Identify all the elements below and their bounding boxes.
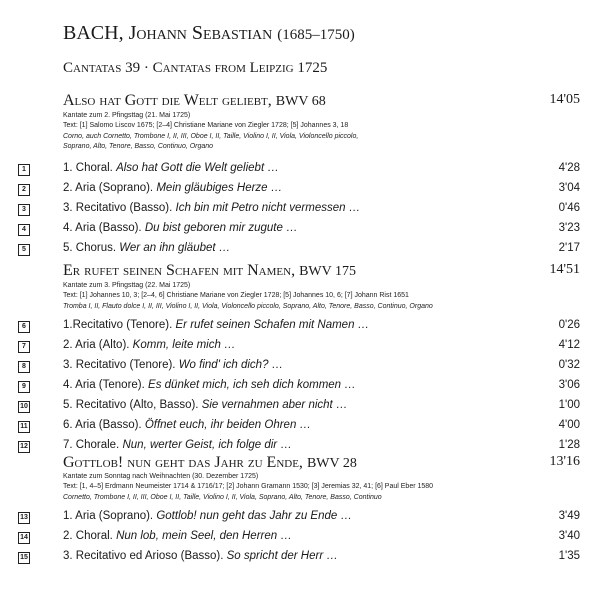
track-row[interactable]	[0, 398, 580, 418]
track-title: Wer an ihn gläubet …	[119, 242, 231, 254]
cantata-title: Gottlob! nun geht das Jahr zu Ende,	[63, 454, 303, 471]
cantata-title: Er rufet seinen Schafen mit Namen,	[63, 262, 296, 279]
composer-last-name: BACH,	[63, 22, 124, 44]
track-duration: 0'26	[558, 319, 580, 331]
track-duration: 1'00	[558, 399, 580, 411]
cantata-heading	[63, 262, 580, 280]
track-row[interactable]	[0, 318, 580, 338]
cantata-info	[63, 281, 582, 312]
track-duration: 1'28	[558, 439, 580, 451]
track-number: 3	[18, 204, 30, 216]
cantata-text-sources: Text: [1, 4–5] Erdmann Neumeister 1714 & 1716/17; [2] Johann Gramann 1530; [3] Jeremias 32, 41; [6] Paul Eber 1580	[63, 483, 434, 491]
track-duration: 3'23	[558, 222, 580, 234]
track-number: 12	[18, 441, 30, 453]
track-number: 5	[18, 244, 30, 256]
track-number: 6	[18, 321, 30, 333]
cantata-occasion: Kantate zum 3. Pfingsttag (22. Mai 1725)	[63, 282, 191, 289]
track-title: Öffnet euch, ihr beiden Ohren …	[144, 419, 312, 431]
track-number: 13	[18, 512, 30, 524]
track-number: 11	[18, 421, 30, 433]
track-duration: 3'04	[558, 182, 580, 194]
track-row[interactable]	[0, 241, 580, 261]
track-title: Nun, werter Geist, ich folge dir …	[122, 439, 292, 451]
track-number: 4	[18, 224, 30, 236]
track-form: 2. Choral.	[63, 530, 113, 542]
track-form: 2. Aria (Alto).	[63, 339, 130, 351]
page-subtitle: Cantatas 39 · Cantatas from Leipzig 1725	[63, 60, 328, 76]
cantata-bwv: BWV 68	[275, 94, 326, 109]
track-title: Also hat Gott die Welt geliebt …	[116, 162, 279, 174]
track-duration: 4'28	[558, 162, 580, 174]
track-number: 9	[18, 381, 30, 393]
cantata-text-sources: Text: [1] Salomo Liscov 1675; [2–4] Christiane Mariane von Ziegler 1728; [5] Johannes 3, 18	[63, 122, 349, 130]
cantata-heading	[63, 92, 580, 110]
cantata-duration: 13'16	[549, 454, 580, 469]
cantata-scoring: Soprano, Alto, Tenore, Basso, Continuo, Organo	[63, 143, 214, 151]
track-form: 5. Chorus.	[63, 242, 117, 254]
track-row[interactable]	[0, 338, 580, 358]
cantata-scoring: Corno, auch Cornetto, Trombone I, II, III, Oboe I, II, Taille, Violino I, II, Viola, Violoncello piccolo,	[63, 132, 359, 140]
composer-first-name: Johann Sebastian	[128, 22, 273, 44]
track-form: 1.Recitativo (Tenore).	[63, 319, 173, 331]
track-row[interactable]	[0, 161, 580, 181]
track-form: 1. Aria (Soprano).	[63, 510, 154, 522]
track-title: Komm, leite mich …	[132, 339, 236, 351]
page-title	[63, 22, 355, 45]
track-duration: 4'12	[558, 339, 580, 351]
track-title: Nun lob, mein Seel, den Herren …	[116, 530, 292, 542]
track-title: Gottlob! nun geht das Jahr zu Ende …	[156, 510, 352, 522]
track-title: Es dünket mich, ich seh dich kommen …	[148, 379, 356, 391]
cantata-scoring: Tromba I, II, Flauto dolce I, II, III, Violino I, II, Viola, Violoncello piccolo, Soprano, Alto, Tenore, Basso, Continuo, Organo	[63, 302, 433, 310]
track-number: 2	[18, 184, 30, 196]
track-row[interactable]	[0, 549, 580, 569]
track-form: 7. Chorale.	[63, 439, 120, 451]
track-title: Mein gläubiges Herze …	[156, 182, 283, 194]
track-title: Er rufet seinen Schafen mit Namen …	[175, 319, 370, 331]
track-form: 4. Aria (Basso).	[63, 222, 142, 234]
cantata-occasion: Kantate zum Sonntag nach Weihnachten (30. Dezember 1725)	[63, 473, 259, 480]
track-title: Du bist geboren mir zugute …	[144, 222, 298, 234]
cantata-text-sources: Text: [1] Johannes 10, 3; [2–4, 6] Christiane Mariane von Ziegler 1728; [5] Johannes 10, 6; [7] Johann Rist 1651	[63, 292, 409, 300]
track-duration: 1'35	[558, 550, 580, 562]
track-number: 1	[18, 164, 30, 176]
track-number: 15	[18, 552, 30, 564]
track-title: Ich bin mit Petro nicht vermessen …	[175, 202, 361, 214]
track-title: Sie vernahmen aber nicht …	[201, 399, 348, 411]
cantata-info	[63, 111, 582, 153]
track-row[interactable]	[0, 181, 580, 201]
track-row[interactable]	[0, 358, 580, 378]
track-form: 1. Choral.	[63, 162, 113, 174]
track-number: 14	[18, 532, 30, 544]
cantata-title: Also hat Gott die Welt geliebt,	[63, 92, 272, 109]
cantata-occasion: Kantate zum 2. Pfingsttag (21. Mai 1725)	[63, 112, 191, 119]
track-form: 5. Recitativo (Alto, Basso).	[63, 399, 199, 411]
track-number: 10	[18, 401, 30, 413]
track-duration: 3'06	[558, 379, 580, 391]
track-row[interactable]	[0, 529, 580, 549]
track-number: 8	[18, 361, 30, 373]
track-form: 4. Aria (Tenore).	[63, 379, 145, 391]
track-number: 7	[18, 341, 30, 353]
track-row[interactable]	[0, 201, 580, 221]
track-duration: 3'40	[558, 530, 580, 542]
track-row[interactable]	[0, 378, 580, 398]
cantata-bwv: BWV 175	[299, 264, 356, 279]
track-title: Wo find' ich dich? …	[178, 359, 284, 371]
cantata-duration: 14'51	[549, 262, 580, 277]
track-title: So spricht der Herr …	[226, 550, 338, 562]
track-row[interactable]	[0, 509, 580, 529]
cantata-heading	[63, 454, 580, 472]
track-form: 6. Aria (Basso).	[63, 419, 142, 431]
track-row[interactable]	[0, 418, 580, 438]
track-form: 3. Recitativo ed Arioso (Basso).	[63, 550, 224, 562]
cantata-info	[63, 472, 582, 503]
cantata-scoring: Cornetto, Trombone I, II, III, Oboe I, II, Taille, Violino I, II, Viola, Soprano, Alto, Tenore, Basso, Continuo	[63, 493, 382, 501]
cantata-duration: 14'05	[549, 92, 580, 107]
track-form: 3. Recitativo (Basso).	[63, 202, 173, 214]
track-duration: 4'00	[558, 419, 580, 431]
track-duration: 3'49	[558, 510, 580, 522]
track-duration: 0'32	[558, 359, 580, 371]
track-duration: 0'46	[558, 202, 580, 214]
track-form: 2. Aria (Soprano).	[63, 182, 154, 194]
cantata-bwv: BWV 28	[306, 456, 357, 471]
track-duration: 2'17	[558, 242, 580, 254]
track-form: 3. Recitativo (Tenore).	[63, 359, 176, 371]
composer-years: (1685–1750)	[277, 27, 355, 43]
track-row[interactable]	[0, 221, 580, 241]
